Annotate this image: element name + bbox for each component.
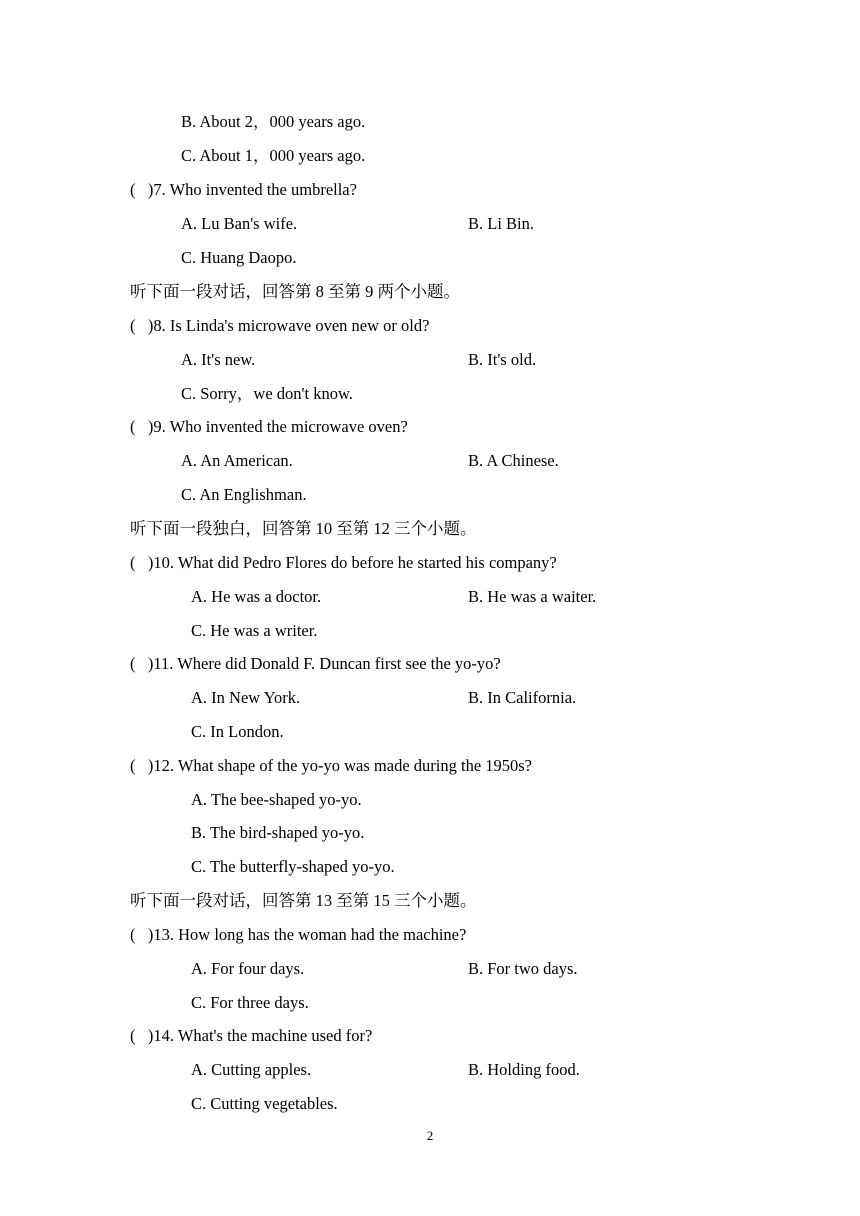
q9-option-a: A. An American. (181, 451, 293, 470)
q12-option-b: B. The bird-shaped yo-yo. (191, 823, 365, 842)
question-14: ( )14. What's the machine used for? (130, 1026, 373, 1045)
q8-option-b: B. It's old. (468, 350, 537, 369)
q6-option-c: C. About 1，000 years ago. (181, 146, 366, 165)
page-number: 2 (426, 1128, 434, 1143)
q13-option-a: A. For four days. (191, 959, 305, 978)
q8-option-a: A. It's new. (181, 350, 256, 369)
q10-option-b: B. He was a waiter. (468, 587, 597, 606)
question-11: ( )11. Where did Donald F. Duncan first see the yo-yo? (130, 654, 501, 673)
section-heading-10-12: 听下面一段独白，回答第 10 至第 12 三个小题。 (130, 519, 477, 538)
question-8: ( )8. Is Linda's microwave oven new or old? (130, 316, 430, 335)
q14-option-c: C. Cutting vegetables. (191, 1094, 338, 1113)
q10-option-a: A. He was a doctor. (191, 587, 322, 606)
q14-option-a: A. Cutting apples. (191, 1060, 312, 1079)
q7-option-a: A. Lu Ban's wife. (181, 214, 298, 233)
q7-option-b: B. Li Bin. (468, 214, 535, 233)
q13-option-c: C. For three days. (191, 993, 309, 1012)
question-10: ( )10. What did Pedro Flores do before he started his company? (130, 553, 557, 572)
q6-option-b: B. About 2，000 years ago. (181, 112, 366, 131)
question-7: ( )7. Who invented the umbrella? (130, 180, 357, 199)
q8-option-c: C. Sorry，we don't know. (181, 384, 353, 403)
q12-option-c: C. The butterfly-shaped yo-yo. (191, 857, 395, 876)
q11-option-c: C. In London. (191, 722, 284, 741)
q10-option-c: C. He was a writer. (191, 621, 318, 640)
question-12: ( )12. What shape of the yo-yo was made during the 1950s? (130, 756, 533, 775)
section-heading-13-15: 听下面一段对话，回答第 13 至第 15 三个小题。 (130, 891, 477, 910)
q13-option-b: B. For two days. (468, 959, 578, 978)
section-heading-8-9: 听下面一段对话，回答第 8 至第 9 两个小题。 (130, 282, 460, 301)
q11-option-b: B. In California. (468, 688, 577, 707)
q7-option-c: C. Huang Daopo. (181, 248, 297, 267)
q12-option-a: A. The bee-shaped yo-yo. (191, 790, 362, 809)
q9-option-b: B. A Chinese. (468, 451, 559, 470)
q11-option-a: A. In New York. (191, 688, 301, 707)
q9-option-c: C. An Englishman. (181, 485, 307, 504)
question-9: ( )9. Who invented the microwave oven? (130, 417, 408, 436)
question-13: ( )13. How long has the woman had the machine? (130, 925, 467, 944)
q14-option-b: B. Holding food. (468, 1060, 580, 1079)
